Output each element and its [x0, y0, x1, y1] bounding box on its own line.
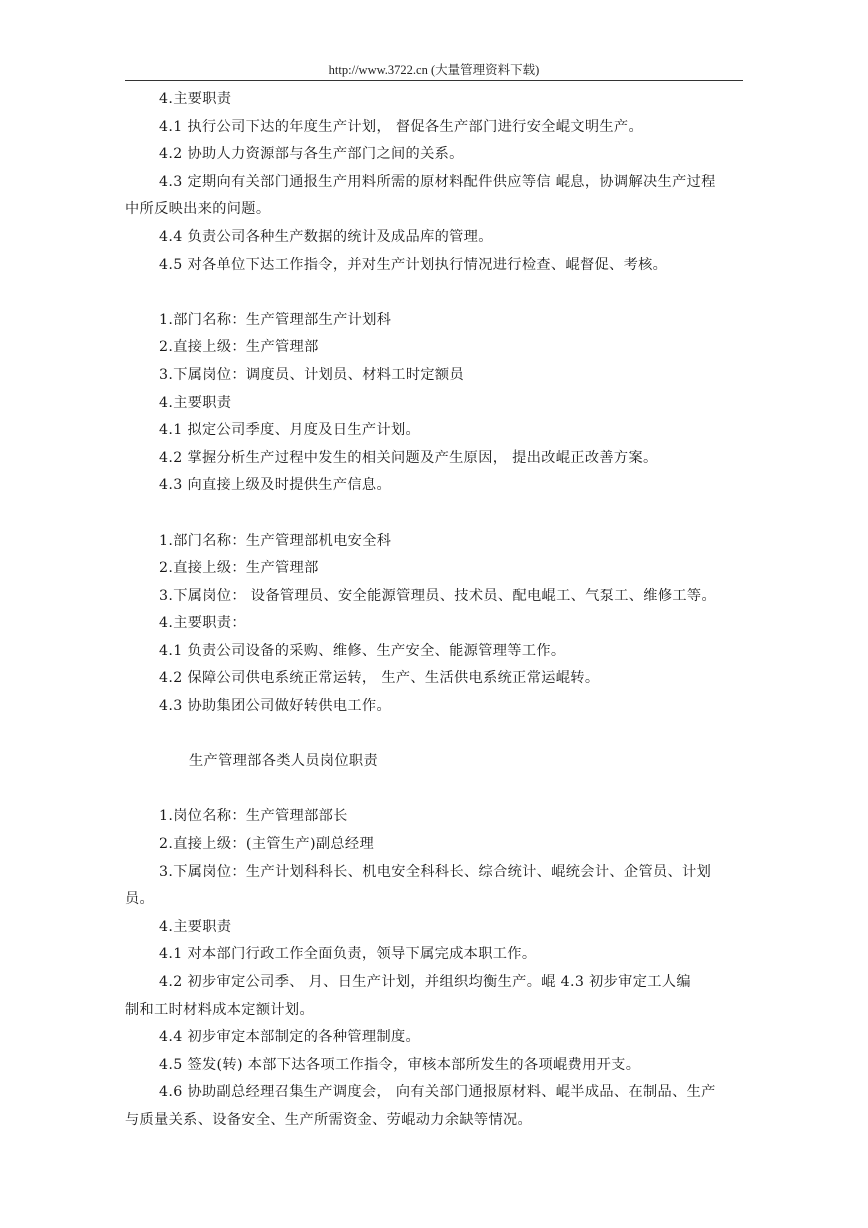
text-line: 4.3 向直接上级及时提供生产信息。 [159, 477, 391, 494]
text-line: 4.1 对本部门行政工作全面负责，领导下属完成本职工作。 [159, 946, 537, 963]
text-line: 4.4 初步审定本部制定的各种管理制度。 [159, 1029, 421, 1046]
text-line: 4.2 保障公司供电系统正常运转， 生产、生活供电系统正常运崐转。 [159, 670, 600, 687]
text-line: 4.主要职责： [159, 615, 246, 632]
text-line: 4.6 协助副总经理召集生产调度会， 向有关部门通报原材料、崐半成品、在制品、生产 [159, 1084, 716, 1101]
text-line: 4.2 初步审定公司季、 月、日生产计划，并组织均衡生产。崐 4.3 初步审定工人编 [159, 974, 691, 990]
paragraph-gap [125, 721, 747, 749]
text-line: 4.1 负责公司设备的采购、维修、生产安全、能源管理等工作。 [159, 642, 566, 659]
text-line: 4.5 对各单位下达工作指令，并对生产计划执行情况进行检查、崐督促、考核。 [159, 256, 668, 273]
text-line: 4.1 执行公司下达的年度生产计划， 督促各生产部门进行安全崐文明生产。 [159, 118, 643, 135]
text-line: 1.部门名称：生产管理部机电安全科 [159, 532, 392, 549]
text-line: 4.5 签发(转) 本部下达各项工作指令，审核本部所发生的各项崐费用开支。 [159, 1056, 641, 1073]
section-electromechanical-dept [125, 528, 747, 721]
section-planning-dept [125, 307, 747, 500]
text-line: 制和工时材料成本定额计划。 [125, 1001, 314, 1018]
text-line: 4.主要职责 [159, 91, 232, 107]
text-line: 4.2 掌握分析生产过程中发生的相关问题及产生原因， 提出改崐正改善方案。 [159, 449, 658, 466]
text-line: 2.直接上级：生产管理部 [159, 560, 319, 577]
text-line: 1.岗位名称：生产管理部部长 [159, 808, 348, 825]
section-dept-head-duties [125, 803, 747, 1134]
text-line: 4.1 拟定公司季度、月度及日生产计划。 [159, 422, 421, 439]
document-body [125, 86, 747, 1135]
text-line: 4.3 协助集团公司做好转供电工作。 [159, 698, 391, 715]
text-line: 2.直接上级：生产管理部 [159, 339, 319, 356]
section-production-responsibilities [125, 86, 747, 279]
text-line: 3.下属岗位：调度员、计划员、材料工时定额员 [159, 366, 464, 383]
text-line: 中所反映出来的问题。 [125, 201, 271, 218]
text-line: 员。 [125, 891, 155, 908]
text-line: 4.主要职责 [159, 918, 232, 935]
header-divider [125, 80, 743, 81]
text-line: 4.2 协助人力资源部与各生产部门之间的关系。 [159, 146, 464, 163]
text-line: 1.部门名称：生产管理部生产计划科 [159, 311, 392, 328]
paragraph-gap [125, 776, 747, 804]
text-line: 3.下属岗位： 设备管理员、安全能源管理员、技术员、配电崐工、气泵工、维修工等。 [159, 587, 716, 604]
text-line: 4.主要职责 [159, 394, 232, 411]
text-line: 与质量关系、设备安全、生产所需资金、劳崐动力余缺等情况。 [125, 1111, 533, 1128]
text-line: 2.直接上级：(主管生产)副总经理 [159, 836, 374, 853]
text-line: 3.下属岗位：生产计划科科长、机电安全科科长、综合统计、崐统会计、企管员、计划 [159, 863, 712, 880]
text-line: 4.3 定期向有关部门通报生产用料所需的原材料配件供应等信 崐息，协调解决生产过程 [159, 173, 716, 190]
page-header: http://www.3722.cn (大量管理资料下载) [328, 63, 540, 77]
paragraph-gap [125, 500, 747, 528]
section-title: 生产管理部各类人员岗位职责 [189, 753, 378, 770]
text-line: 4.4 负责公司各种生产数据的统计及成品库的管理。 [159, 228, 493, 245]
paragraph-gap [125, 279, 747, 307]
